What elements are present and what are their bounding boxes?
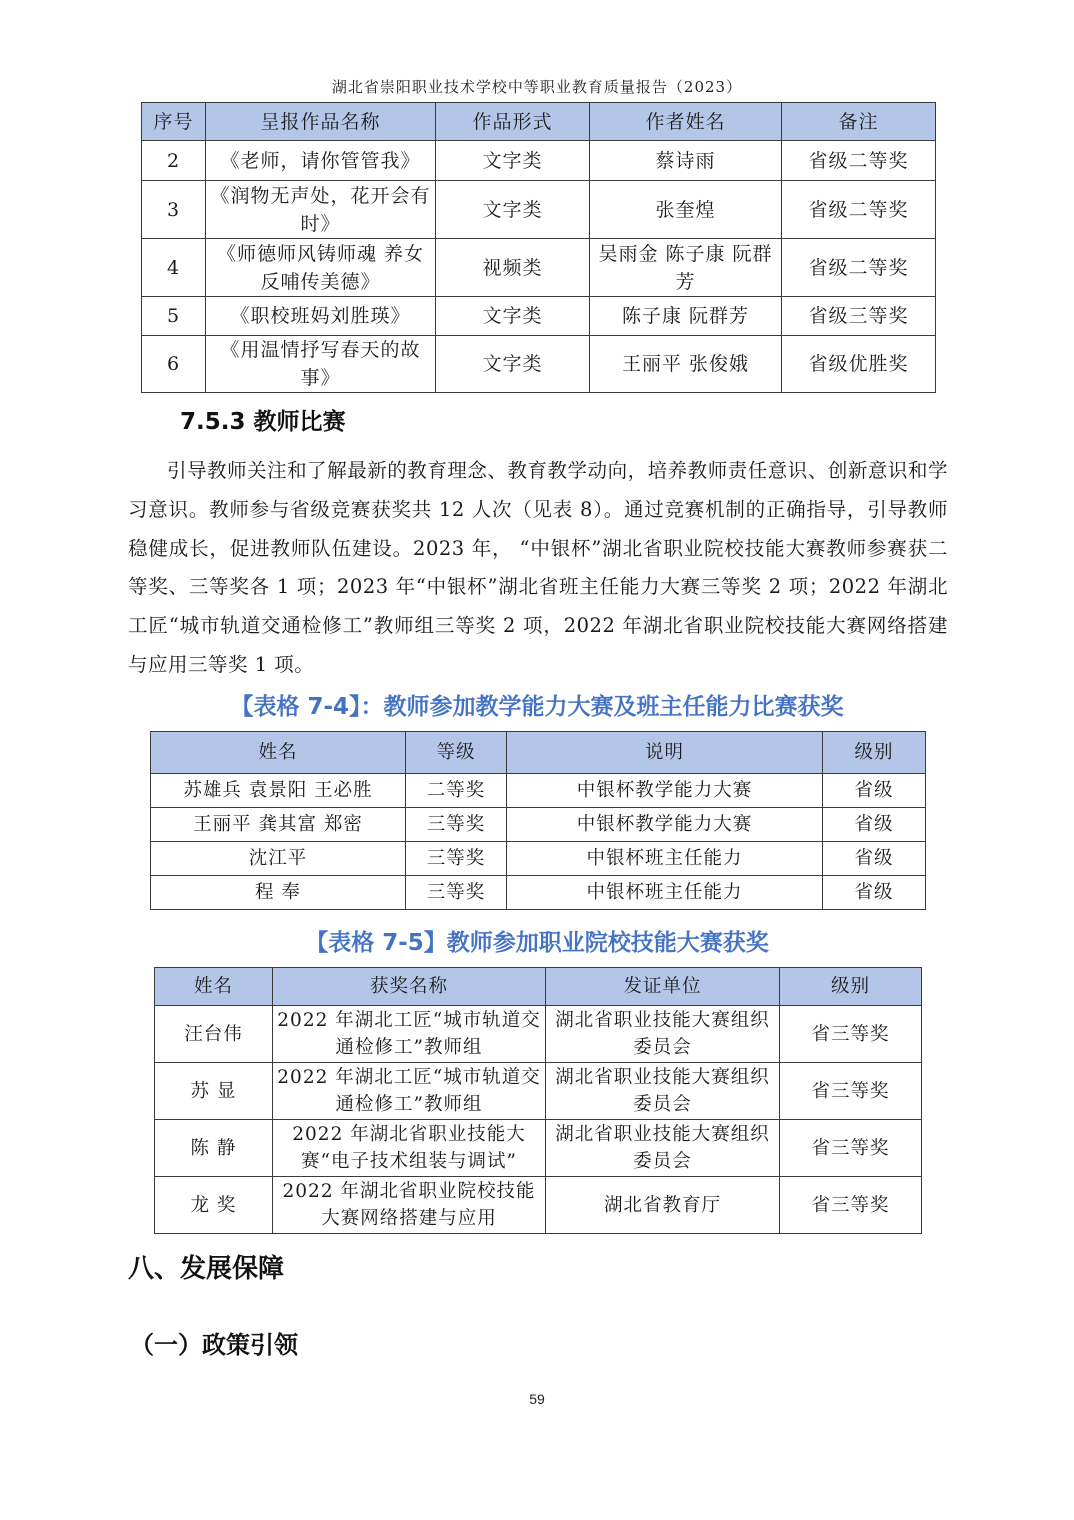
table-row	[155, 1177, 922, 1234]
table-cell: 省级二等奖	[782, 239, 936, 297]
table-cell: 3	[142, 181, 206, 239]
table-cell: 省三等奖	[780, 1177, 922, 1234]
table-cell: 5	[142, 297, 206, 336]
table-cell: 省级	[823, 774, 926, 808]
header-cell: 作者姓名	[590, 103, 782, 141]
header-cell: 呈报作品名称	[206, 103, 436, 141]
table-caption-7-5: 【表格 7-5】教师参加职业院校技能大赛获奖	[305, 930, 769, 956]
table-cell: 苏雄兵 袁景阳 王必胜	[151, 774, 406, 808]
table-cell: 《润物无声处，花开会有时》	[206, 181, 436, 239]
header-cell: 级别	[780, 968, 922, 1006]
table-row	[142, 239, 936, 297]
table-header-row	[155, 968, 922, 1006]
table-row	[151, 876, 926, 910]
table-cell: 文字类	[436, 336, 590, 393]
table-cell: 《职校班妈刘胜瑛》	[206, 297, 436, 336]
table-cell: 省级	[823, 842, 926, 876]
header-cell: 姓名	[155, 968, 273, 1006]
table-row	[155, 1006, 922, 1063]
table-cell: 王丽平 龚其富 郑密	[151, 808, 406, 842]
table-row	[142, 336, 936, 393]
table-cell: 2022 年湖北工匠“城市轨道交通检修工”教师组	[273, 1006, 546, 1063]
table-row	[151, 808, 926, 842]
table-cell: 文字类	[436, 181, 590, 239]
table-row	[142, 181, 936, 239]
table-cell: 文字类	[436, 141, 590, 181]
table-cell: 文字类	[436, 297, 590, 336]
page-number: 59	[529, 1391, 545, 1407]
table-cell: 省级优胜奖	[782, 336, 936, 393]
table-cell: 三等奖	[406, 842, 507, 876]
header-cell: 备注	[782, 103, 936, 141]
table-cell: 湖北省职业技能大赛组织委员会	[546, 1063, 780, 1120]
body-paragraph: 引导教师关注和了解最新的教育理念、教育教学动向，培养教师责任意识、创新意识和学习意识。教师参与省级竞赛获奖共 12 人次（见表 8）。通过竞赛机制的正确指导，引导教师稳健成长，促进教师队伍建设。2023 年， “中银杯”湖北省职业院校技能大赛教师参赛获二等奖、三等奖各 1 项；2023 年“中银杯”湖北省班主任能力大赛三等奖 2 项；2022 年湖北工匠“城市轨道交通检修工”教师组三等奖 2 项，2022 年湖北省职业院校技能大赛网络搭建与应用三等奖 1 项。	[128, 459, 948, 676]
header-cell: 等级	[406, 732, 507, 774]
teaching-ability-award-table	[150, 731, 926, 910]
table-cell: 中银杯班主任能力	[507, 842, 823, 876]
table-cell: 省级	[823, 876, 926, 910]
page-header: 湖北省崇阳职业技术学校中等职业教育质量报告（2023）	[331, 78, 743, 96]
table-row	[142, 297, 936, 336]
table-cell: 4	[142, 239, 206, 297]
skills-contest-award-table	[154, 967, 922, 1234]
table-row	[151, 842, 926, 876]
table-cell: 蔡诗雨	[590, 141, 782, 181]
table-header-row	[151, 732, 926, 774]
header-cell: 姓名	[151, 732, 406, 774]
table-cell: 程 奉	[151, 876, 406, 910]
table-cell: 陈子康 阮群芳	[590, 297, 782, 336]
table-cell: 龙 奖	[155, 1177, 273, 1234]
table-cell: 苏 显	[155, 1063, 273, 1120]
table-cell: 三等奖	[406, 808, 507, 842]
table-cell: 三等奖	[406, 876, 507, 910]
table-cell: 省级三等奖	[782, 297, 936, 336]
table-row	[155, 1063, 922, 1120]
table-cell: 省级二等奖	[782, 141, 936, 181]
table-cell: 吴雨金 陈子康 阮群芳	[590, 239, 782, 297]
table-row	[155, 1120, 922, 1177]
header-cell: 作品形式	[436, 103, 590, 141]
table-cell: 湖北省教育厅	[546, 1177, 780, 1234]
table-cell: 陈 静	[155, 1120, 273, 1177]
table-cell: 湖北省职业技能大赛组织委员会	[546, 1120, 780, 1177]
table-cell: 中银杯班主任能力	[507, 876, 823, 910]
header-cell: 说明	[507, 732, 823, 774]
table-cell: 2022 年湖北省职业技能大赛“电子技术组装与调试”	[273, 1120, 546, 1177]
table-cell: 中银杯教学能力大赛	[507, 808, 823, 842]
section-heading-7-5-3: 7.5.3 教师比赛	[180, 409, 346, 435]
table-cell: 王丽平 张俊娥	[590, 336, 782, 393]
table-cell: 6	[142, 336, 206, 393]
table-cell: 视频类	[436, 239, 590, 297]
table-cell: 2022 年湖北省职业院校技能大赛网络搭建与应用	[273, 1177, 546, 1234]
table-cell: 省三等奖	[780, 1120, 922, 1177]
table-cell: 湖北省职业技能大赛组织委员会	[546, 1006, 780, 1063]
table-cell: 《师德师风铸师魂 养女反哺传美德》	[206, 239, 436, 297]
table-cell: 2	[142, 141, 206, 181]
table-cell: 沈江平	[151, 842, 406, 876]
table-cell: 省三等奖	[780, 1063, 922, 1120]
works-award-table	[141, 102, 936, 393]
table-cell: 省级	[823, 808, 926, 842]
table-cell: 《用温情抒写春天的故事》	[206, 336, 436, 393]
header-cell: 发证单位	[546, 968, 780, 1006]
table-cell: 省级二等奖	[782, 181, 936, 239]
table-row	[151, 774, 926, 808]
table-header-row	[142, 103, 936, 141]
table-row	[142, 141, 936, 181]
header-cell: 级别	[823, 732, 926, 774]
table-cell: 2022 年湖北工匠“城市轨道交通检修工”教师组	[273, 1063, 546, 1120]
header-cell: 获奖名称	[273, 968, 546, 1006]
table-cell: 二等奖	[406, 774, 507, 808]
table-cell: 汪台伟	[155, 1006, 273, 1063]
chapter-heading-8: 八、发展保障	[128, 1254, 285, 1284]
table-cell: 中银杯教学能力大赛	[507, 774, 823, 808]
table-cell: 张奎煌	[590, 181, 782, 239]
table-caption-7-4: 【表格 7-4】：教师参加教学能力大赛及班主任能力比赛获奖	[230, 694, 844, 720]
table-cell: 省三等奖	[780, 1006, 922, 1063]
header-cell: 序号	[142, 103, 206, 141]
table-cell: 《老师，请你管管我》	[206, 141, 436, 181]
section-heading-8-1: （一）政策引领	[130, 1331, 298, 1359]
